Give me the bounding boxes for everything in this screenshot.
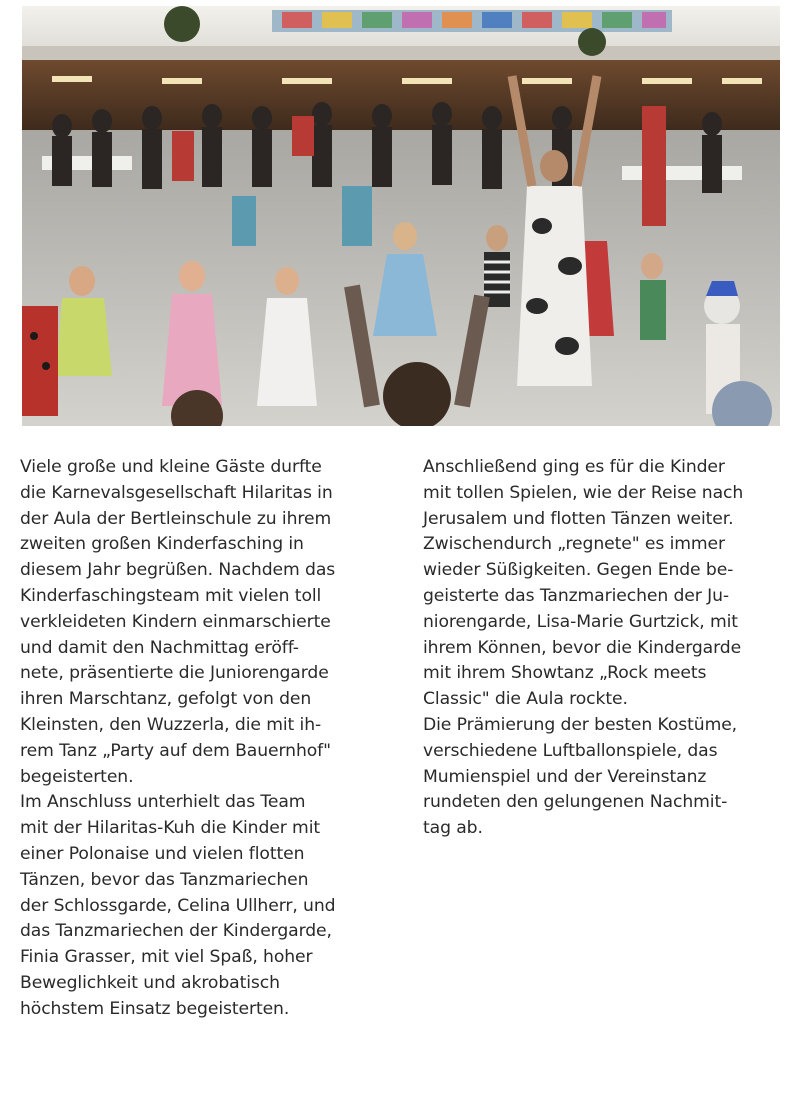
article-line: nete, präsentierte die Juniorengarde <box>20 663 329 684</box>
carnival-photo <box>22 6 780 426</box>
article-line: Viele große und kleine Gäste durfte <box>20 457 322 477</box>
article-line: Classic" die Aula rockte. <box>423 689 628 710</box>
article-line: ihren Marschtanz, gefolgt von den <box>20 689 312 710</box>
article-line: Zwischendurch „regnete" es immer <box>423 534 725 555</box>
article-line: Beweglichkeit und akrobatisch <box>20 972 280 993</box>
bunting-decoration <box>272 10 672 32</box>
carnival-photo-illustration <box>22 6 780 426</box>
article-line: der Aula der Bertleinschule zu ihrem <box>20 508 332 529</box>
article-line: niorengarde, Lisa-Marie Gurtzick, mit <box>423 611 738 632</box>
article-line: zweiten großen Kinderfasching in <box>20 534 304 555</box>
article-left-column <box>20 455 390 1023</box>
article-line: mit tollen Spielen, wie der Reise nach <box>423 482 744 503</box>
article-line: ihrem Können, bevor die Kindergarde <box>423 637 742 658</box>
article-line: Im Anschluss unterhielt das Team <box>20 792 306 813</box>
article-line: wieder Süßigkeiten. Gegen Ende be- <box>423 560 734 581</box>
article-line: Finia Grasser, mit viel Spaß, hoher <box>20 947 313 968</box>
article-line: das Tanzmariechen der Kindergarde, <box>20 921 332 942</box>
article-line: verschiedene Luftballonspiele, das <box>423 740 718 761</box>
article-line: diesem Jahr begrüßen. Nachdem das <box>20 560 336 581</box>
article-line: begeisterten. <box>20 766 134 787</box>
article-line: der Schlossgarde, Celina Ullherr, und <box>20 895 336 916</box>
back-wall <box>22 60 780 130</box>
article-line: tag ab. <box>423 818 483 839</box>
article-line: Kinderfaschingsteam mit vielen toll <box>20 585 322 606</box>
article-line: Die Prämierung der besten Kostüme, <box>423 714 738 735</box>
article-line: mit der Hilaritas-Kuh die Kinder mit <box>20 818 321 839</box>
article-line: geisterte das Tanzmariechen der Ju- <box>423 585 729 606</box>
article-line: Mumienspiel und der Vereinstanz <box>423 766 707 787</box>
article-line: die Karnevalsgesellschaft Hilaritas in <box>20 482 333 503</box>
article-line: höchstem Einsatz begeisterten. <box>20 998 290 1019</box>
article-line: Tänzen, bevor das Tanzmariechen <box>20 869 309 890</box>
article-line: Kleinsten, den Wuzzerla, die mit ih- <box>20 714 322 735</box>
article-line: rundeten den gelungenen Nachmit- <box>423 792 728 813</box>
article-line: einer Polonaise und vielen flotten <box>20 843 305 864</box>
article-right-column <box>423 455 788 842</box>
article-line: verkleideten Kindern einmarschierte <box>20 611 331 632</box>
article-line: und damit den Nachmittag eröff- <box>20 637 299 658</box>
article-line: Anschließend ging es für die Kinder <box>423 457 725 477</box>
article-line: rem Tanz „Party auf dem Bauernhof" <box>20 740 331 761</box>
article-line: mit ihrem Showtanz „Rock meets <box>423 663 707 684</box>
article-line: Jerusalem und flotten Tänzen weiter. <box>423 508 734 529</box>
